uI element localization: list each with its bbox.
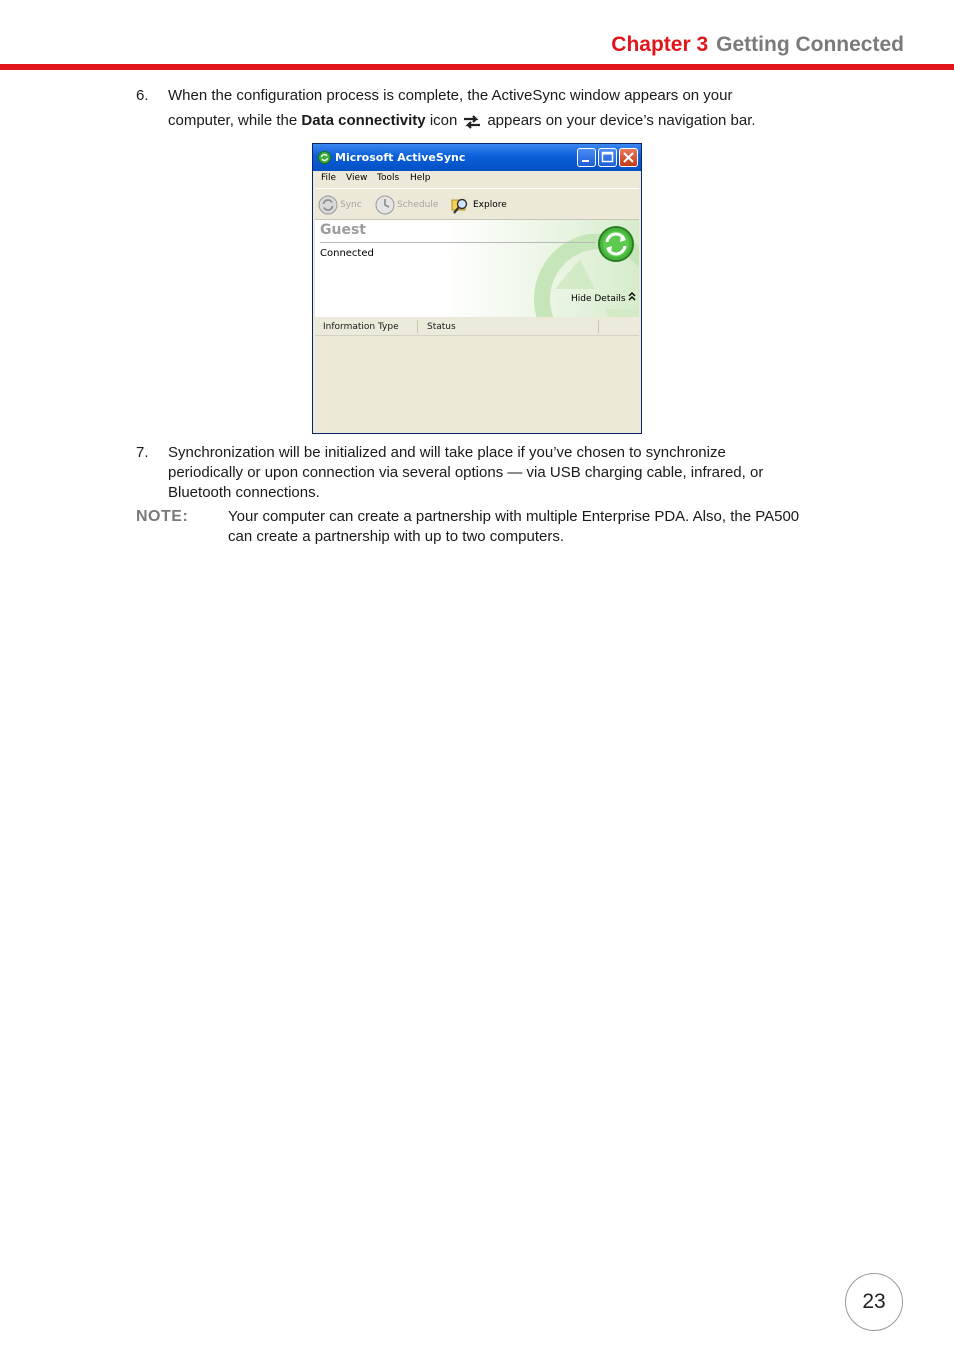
hide-details-link[interactable] (571, 292, 636, 304)
text-run: computer, while the (168, 112, 298, 129)
menu-file[interactable]: File (321, 173, 337, 183)
toolbar (315, 188, 639, 220)
step-text-line: When the configuration process is complete, the ActiveSync window appears on your (168, 87, 733, 104)
device-name: Guest (320, 222, 366, 238)
step-text-line: Bluetooth connections. (168, 484, 320, 501)
menu-tools[interactable]: Tools (377, 173, 400, 183)
menu-bar (317, 171, 637, 187)
info-list-header (315, 318, 639, 336)
clock-icon (375, 195, 395, 215)
header-rule (0, 64, 954, 70)
hide-details-label: Hide Details (571, 294, 626, 304)
maximize-icon (599, 149, 616, 166)
minimize-button[interactable] (577, 148, 596, 167)
info-list (315, 336, 639, 431)
close-icon (620, 149, 637, 166)
collapse-chevron-icon (628, 292, 636, 301)
step-number: 6. (136, 87, 149, 104)
note-label: NOTE: (136, 508, 189, 525)
chapter-number: Chapter 3 (611, 33, 709, 56)
close-button[interactable] (619, 148, 638, 167)
schedule-button[interactable] (375, 195, 438, 215)
text-run: appears on your device’s navigation bar. (487, 112, 756, 129)
device-status-panel (315, 220, 639, 317)
note-text-line: Your computer can create a partnership with multiple Enterprise PDA. Also, the PA500 (228, 508, 800, 525)
page-number: 23 (845, 1273, 903, 1331)
sync-button[interactable] (318, 195, 362, 215)
window-title: Microsoft ActiveSync (335, 151, 466, 164)
step-text-line: Synchronization will be initialized and will take place if you’ve chosen to synchronize (168, 444, 726, 461)
connection-status: Connected (320, 248, 374, 259)
text-run: icon (429, 112, 458, 129)
step-number: 7. (136, 444, 149, 461)
sync-label: Sync (340, 200, 362, 210)
column-status[interactable]: Status (427, 322, 456, 332)
activesync-window (312, 143, 642, 434)
schedule-label: Schedule (397, 200, 439, 210)
note-text-line: can create a partnership with up to two computers. (228, 528, 565, 545)
sync-status-icon (597, 225, 635, 263)
column-divider[interactable] (417, 320, 418, 333)
sync-icon (318, 195, 338, 215)
step-text-line (168, 111, 868, 133)
chapter-title: Getting Connected (716, 33, 904, 56)
explore-label: Explore (473, 200, 507, 210)
column-divider[interactable] (598, 320, 599, 333)
step-text-line: periodically or upon connection via several options — via USB charging cable, infrared, or (168, 464, 764, 481)
window-titlebar (313, 144, 641, 171)
minimize-icon (578, 149, 595, 166)
data-connectivity-icon (461, 111, 483, 133)
explore-button[interactable] (451, 195, 507, 215)
column-information-type[interactable]: Information Type (323, 322, 399, 332)
explore-folder-icon (451, 195, 471, 215)
divider (320, 242, 596, 243)
menu-view[interactable]: View (346, 173, 368, 183)
chapter-header (611, 33, 904, 57)
menu-help[interactable]: Help (410, 173, 431, 183)
activesync-app-icon (318, 151, 331, 164)
data-connectivity-term: Data connectivity (301, 112, 426, 129)
maximize-button[interactable] (598, 148, 617, 167)
